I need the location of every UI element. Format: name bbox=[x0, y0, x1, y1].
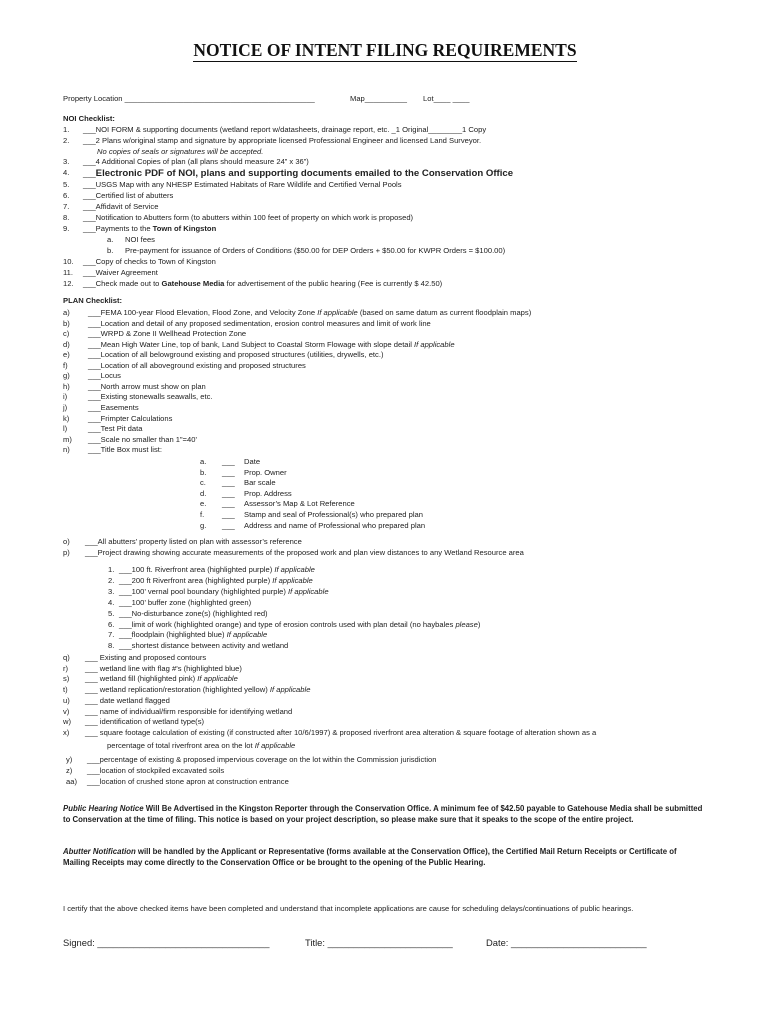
noi-item-marker: 8. bbox=[63, 213, 70, 222]
plan-checklist-heading: PLAN Checklist: bbox=[63, 296, 123, 305]
title-box-blank: ___ bbox=[222, 510, 235, 519]
plan-item-text: ___Easements bbox=[88, 402, 139, 412]
title-box-blank: ___ bbox=[222, 478, 235, 488]
noi-item-marker: 10. bbox=[63, 257, 74, 266]
title-box-blank: ___ bbox=[222, 488, 235, 498]
noi-item-text: ___Electronic PDF of NOI, plans and supporting documents emailed to the Conservation Office bbox=[83, 168, 514, 179]
noi-item-marker: 9. bbox=[63, 224, 70, 233]
title-box-marker: d. bbox=[200, 488, 207, 498]
plan-item-text: ___Frimpter Calculations bbox=[88, 413, 173, 423]
plan-item-marker: b) bbox=[63, 318, 70, 328]
plan-item-marker: t) bbox=[63, 685, 68, 695]
drawing-item-marker: 3. bbox=[108, 586, 115, 596]
title-box-marker: e. bbox=[200, 499, 207, 509]
plan-item-text: ___ wetland fill (highlighted pink) If applicable bbox=[85, 674, 238, 684]
certification-statement: I certify that the above checked items have been completed and understand that incomplete applications are cause for scheduling delays/continuations of public hearings. bbox=[63, 904, 634, 913]
plan-item-text: ___Scale no smaller than 1”=40’ bbox=[88, 434, 198, 444]
title-box-blank: ___ bbox=[222, 499, 235, 509]
noi-item-text: ___Notification to Abutters form (to abutters within 100 feet of property on which work is proposed) bbox=[83, 213, 414, 222]
signed-field: Signed: _________________________________ bbox=[63, 937, 270, 948]
payment-text: Pre-payment for issuance of Orders of Conditions ($50.00 for DEP Orders + $50.00 for KWPR Orders = $100.00) bbox=[125, 246, 506, 255]
payment-marker: b. bbox=[107, 246, 114, 255]
plan-item-text: ___Location of all aboveground existing and proposed structures bbox=[88, 360, 306, 370]
title-field: Title: ________________________ bbox=[305, 937, 453, 948]
title-box-marker: g. bbox=[200, 520, 207, 530]
plan-item-text: ___Title Box must list: bbox=[88, 445, 162, 455]
drawing-item-marker: 5. bbox=[108, 608, 115, 618]
map-field: Map__________ bbox=[350, 94, 408, 103]
public-hearing-notice: Public Hearing Notice Will Be Advertised in the Kingston Reporter through the Conservation Office. A minimum fee of $42.50 payable to Gatehouse Media shall be submitted to Conservation at the time of filing. This notice is based on your project description, so please make sure that it speaks to the scope of the entire project. bbox=[63, 804, 703, 825]
noi-item-marker: 3. bbox=[63, 157, 70, 166]
noi-item-marker: 2. bbox=[63, 136, 70, 145]
plan-item-text: ___ Existing and proposed contours bbox=[85, 653, 207, 662]
title-box-text: Address and name of Professional who prepared plan bbox=[244, 520, 426, 530]
noi-item-note: No copies of seals or signatures will be accepted. bbox=[97, 147, 264, 156]
plan-item-marker: w) bbox=[63, 717, 72, 727]
plan-item-text: ___WRPD & Zone II Wellhead Protection Zone bbox=[88, 329, 247, 339]
plan-item-text: ___ wetland replication/restoration (highlighted yellow) If applicable bbox=[85, 685, 311, 695]
plan-item-marker: y) bbox=[66, 755, 73, 764]
noi-checklist-heading: NOI Checklist: bbox=[63, 114, 115, 123]
drawing-item-text: ___200 ft Riverfront area (highlighted purple) If applicable bbox=[119, 575, 313, 585]
noi-item-text: ___Payments to the Town of Kingston bbox=[83, 224, 217, 233]
noi-item-marker: 1. bbox=[63, 125, 70, 134]
noi-item-marker: 5. bbox=[63, 180, 70, 189]
plan-item-marker: d) bbox=[63, 339, 70, 349]
title-box-marker: c. bbox=[200, 478, 206, 488]
plan-item-text: ___FEMA 100-year Flood Elevation, Flood Zone, and Velocity Zone If applicable (based on same datum as current floodplain maps) bbox=[88, 308, 532, 317]
plan-item-text: ___ date wetland flagged bbox=[85, 695, 170, 705]
plan-item-marker: q) bbox=[63, 653, 70, 662]
drawing-item-text: ___shortest distance between activity and wetland bbox=[119, 641, 289, 651]
title-box-text: Date bbox=[244, 457, 261, 466]
drawing-item-text: ___limit of work (highlighted orange) and type of erosion controls used with plan detail (no haybales please) bbox=[119, 619, 481, 629]
drawing-item-text: ___No-disturbance zone(s) (highlighted red) bbox=[119, 608, 268, 618]
title-box-marker: a. bbox=[200, 457, 207, 466]
plan-item-marker: p) bbox=[63, 547, 70, 557]
plan-item-text: ___location of crushed stone apron at construction entrance bbox=[87, 776, 289, 786]
drawing-item-marker: 6. bbox=[108, 619, 115, 629]
plan-item-marker: z) bbox=[66, 765, 73, 775]
drawing-item-marker: 4. bbox=[108, 597, 115, 607]
plan-item-marker: c) bbox=[63, 329, 70, 339]
noi-item-marker: 4. bbox=[63, 168, 70, 177]
plan-item-marker: k) bbox=[63, 413, 70, 423]
drawing-item-marker: 8. bbox=[108, 641, 115, 651]
plan-item-marker: l) bbox=[63, 424, 68, 434]
title-box-blank: ___ bbox=[222, 520, 235, 530]
plan-item-text: ___ square footage calculation of existing (if constructed after 10/6/1997) & proposed riverfront area alteration & square footage of alteration shown as a bbox=[85, 727, 597, 737]
noi-item-text: ___USGS Map with any NHESP Estimated Habitats of Rare Wildlife and Certified Vernal Pools bbox=[83, 180, 402, 189]
plan-item-marker: e) bbox=[63, 350, 70, 360]
plan-item-marker: j) bbox=[63, 402, 68, 412]
drawing-item-marker: 7. bbox=[108, 630, 115, 640]
plan-item-text: ___North arrow must show on plan bbox=[88, 381, 206, 391]
plan-item-text: ___Existing stonewalls seawalls, etc. bbox=[88, 392, 213, 402]
plan-item-text: ___ wetland line with flag #’s (highlighted blue) bbox=[85, 663, 242, 673]
noi-item-text: ___Certified list of abutters bbox=[83, 191, 174, 200]
plan-item-marker: a) bbox=[63, 308, 70, 317]
noi-item-marker: 7. bbox=[63, 202, 70, 211]
plan-item-marker: n) bbox=[63, 445, 70, 455]
date-field: Date: __________________________ bbox=[486, 937, 647, 948]
plan-item-marker: m) bbox=[63, 434, 72, 444]
title-box-marker: b. bbox=[200, 467, 207, 477]
noi-item-text: ___Waiver Agreement bbox=[83, 268, 158, 277]
plan-item-text: ___percentage of existing & proposed impervious coverage on the lot within the Commission jurisdiction bbox=[87, 755, 437, 764]
plan-item-text: ___Mean High Water Line, top of bank, Land Subject to Coastal Storm Flowage with slope detail If applicable bbox=[88, 339, 455, 349]
plan-item-text: ___location of stockpiled excavated soils bbox=[87, 765, 225, 775]
title-box-text: Stamp and seal of Professional(s) who prepared plan bbox=[244, 510, 423, 519]
plan-item-marker: x) bbox=[63, 727, 70, 737]
plan-item-marker: u) bbox=[63, 695, 70, 705]
plan-item-marker: i) bbox=[63, 392, 68, 402]
noi-item-text: ___Affidavit of Service bbox=[83, 202, 159, 211]
title-box-text: Bar scale bbox=[244, 478, 276, 488]
plan-item-text: ___Location of all belowground existing and proposed structures (utilities, drywells, etc.) bbox=[88, 350, 384, 360]
plan-item-marker: r) bbox=[63, 663, 69, 673]
plan-item-continuation: percentage of total riverfront area on the lot If applicable bbox=[107, 741, 296, 750]
drawing-item-text: ___floodplain (highlighted blue) If applicable bbox=[119, 630, 268, 640]
plan-item-text: ___Location and detail of any proposed sedimentation, erosion control measures and limit of work line bbox=[88, 318, 431, 328]
noi-item-text: ___Copy of checks to Town of Kingston bbox=[83, 257, 216, 266]
abutter-notification: Abutter Notification will be handled by the Applicant or Representative (forms available at the Conservation Office), the Certified Mail Return Receipts or Certificate of Mailing Receipts may come directly to the Conservation Office or be brought to the opening of the Public Hearing. bbox=[63, 847, 677, 868]
plan-item-marker: f) bbox=[63, 360, 68, 370]
drawing-item-marker: 2. bbox=[108, 575, 115, 585]
noi-item-marker: 12. bbox=[63, 279, 74, 288]
plan-item-text: ___Project drawing showing accurate measurements of the proposed work and plan view distances to any Wetland Resource area bbox=[85, 547, 524, 557]
noi-item-marker: 11. bbox=[63, 268, 73, 277]
plan-item-text: ___All abutters’ property listed on plan with assessor’s reference bbox=[85, 537, 302, 546]
payment-text: NOI fees bbox=[125, 235, 155, 244]
title-box-marker: f. bbox=[200, 510, 205, 519]
noi-item-marker: 6. bbox=[63, 191, 70, 200]
drawing-item-text: ___100’ buffer zone (highlighted green) bbox=[119, 597, 252, 607]
title-box-text: Prop. Owner bbox=[244, 467, 287, 477]
title-box-blank: ___ bbox=[222, 467, 235, 477]
plan-item-marker: h) bbox=[63, 381, 70, 391]
lot-field: Lot____ ____ bbox=[423, 94, 470, 103]
title-box-blank: ___ bbox=[222, 457, 235, 466]
title-box-text: Assessor’s Map & Lot Reference bbox=[244, 499, 355, 509]
document-title: NOTICE OF INTENT FILING REQUIREMENTS bbox=[193, 40, 577, 60]
plan-item-text: ___Locus bbox=[88, 371, 121, 381]
noi-item-text: ___4 Additional Copies of plan (all plans should measure 24” x 36”) bbox=[83, 157, 309, 166]
plan-item-text: ___Test Pit data bbox=[88, 424, 143, 434]
title-box-text: Prop. Address bbox=[244, 488, 292, 498]
property-location-field: Property Location _____________________________________________ bbox=[63, 94, 315, 103]
noi-item-text: ___NOI FORM & supporting documents (wetland report w/datasheets, drainage report, etc. _1 Original________1 Copy bbox=[83, 125, 487, 134]
plan-item-marker: v) bbox=[63, 706, 70, 716]
payment-marker: a. bbox=[107, 235, 114, 244]
plan-item-text: ___ identification of wetland type(s) bbox=[85, 717, 205, 727]
plan-item-marker: s) bbox=[63, 674, 70, 684]
drawing-item-text: ___100’ vernal pool boundary (highlighted purple) If applicable bbox=[119, 586, 329, 596]
plan-item-marker: g) bbox=[63, 371, 70, 381]
drawing-item-text: ___100 ft. Riverfront area (highlighted purple) If applicable bbox=[119, 565, 315, 574]
noi-item-text: ___2 Plans w/original stamp and signature by appropriate licensed Professional Engineer and licensed Land Surveyor. bbox=[83, 136, 482, 145]
plan-item-marker: aa) bbox=[66, 776, 77, 786]
plan-item-marker: o) bbox=[63, 537, 70, 546]
plan-item-text: ___ name of individual/firm responsible for identifying wetland bbox=[85, 706, 293, 716]
drawing-item-marker: 1. bbox=[108, 565, 115, 574]
noi-item-text: ___Check made out to Gatehouse Media for advertisement of the public hearing (Fee is currently $ 42.50) bbox=[83, 279, 443, 288]
